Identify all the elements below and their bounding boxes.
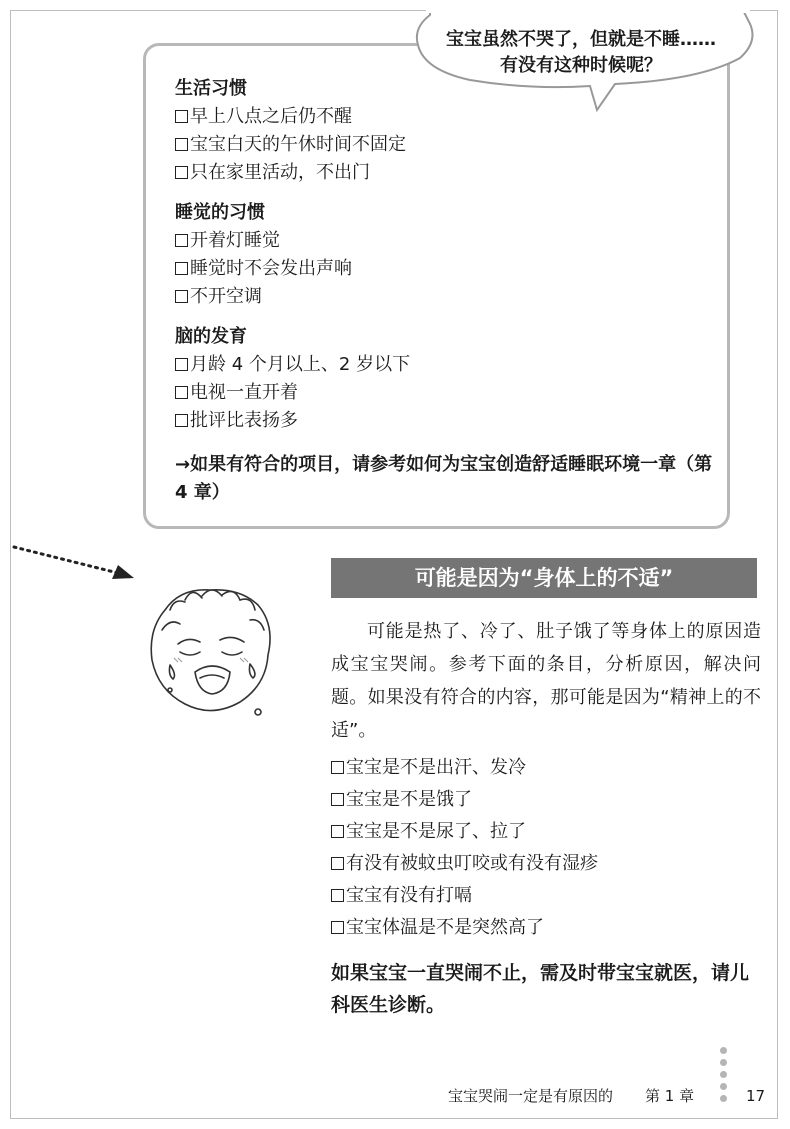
- checklist-item-label: 睡觉时不会发出声响: [190, 258, 352, 279]
- checklist-item-label: 宝宝是不是尿了、拉了: [346, 821, 526, 842]
- checklist-item: [175, 409, 298, 433]
- checklist-item-label: 电视一直开着: [190, 382, 298, 403]
- checklist-note: →如果有符合的项目，请参考如何为宝宝创造舒适睡眠环境一章（第 4 章）: [175, 454, 713, 503]
- checkbox-icon: [175, 386, 188, 399]
- checklist-item: [331, 787, 472, 813]
- warning-text: 如果宝宝一直哭闹不止，需及时带宝宝就医，请儿科医生诊断。: [331, 962, 750, 1016]
- decorative-dots-icon: [720, 1047, 728, 1107]
- checkbox-icon: [175, 290, 188, 303]
- dotted-arrow-icon: [0, 535, 150, 585]
- section-paragraph: 可能是热了、冷了、肚子饿了等身体上的原因造成宝宝哭闹。参考下面的条目，分析原因，解决问题。如果没有符合的内容，那可能是因为“精神上的不适”。: [331, 621, 761, 741]
- checklist-item: [331, 851, 598, 877]
- checklist-item-label: 宝宝是不是饿了: [346, 789, 472, 810]
- checklist-item: [175, 161, 370, 185]
- checkbox-icon: [175, 166, 188, 179]
- section-title-bar: 可能是因为“身体上的不适”: [331, 558, 757, 598]
- footer-chapter: 第 1 章: [645, 1087, 695, 1105]
- checkbox-icon: [175, 234, 188, 247]
- checklist-item-label: 批评比表扬多: [190, 410, 298, 431]
- checklist-item: [175, 105, 352, 129]
- checkbox-icon: [175, 110, 188, 123]
- heading-brain-development: 脑的发育: [175, 326, 247, 347]
- page-number: 17: [746, 1087, 766, 1105]
- checklist-item: [331, 819, 526, 845]
- checklist-item: [331, 915, 544, 941]
- checkbox-icon: [175, 262, 188, 275]
- checklist-item: [175, 257, 352, 281]
- heading-sleep-habits: 睡觉的习惯: [175, 202, 265, 223]
- checkbox-icon: [331, 761, 344, 774]
- checklist-item-label: 宝宝有没有打嗝: [346, 885, 472, 906]
- checklist-item-label: 宝宝白天的午休时间不固定: [190, 134, 406, 155]
- checkbox-icon: [331, 857, 344, 870]
- checklist-item-label: 早上八点之后仍不醒: [190, 106, 352, 127]
- checklist-item: [175, 381, 298, 405]
- checkbox-icon: [175, 414, 188, 427]
- checklist-item-label: 月龄 4 个月以上、2 岁以下: [190, 354, 411, 375]
- checkbox-icon: [175, 138, 188, 151]
- bubble-line-1: 宝宝虽然不哭了，但就是不睡……: [446, 29, 716, 50]
- checklist-item-label: 宝宝是不是出汗、发冷: [346, 757, 526, 778]
- checklist-item: [331, 755, 526, 781]
- checklist-item-label: 不开空调: [190, 286, 262, 307]
- checkbox-icon: [331, 825, 344, 838]
- bubble-text: [418, 27, 744, 79]
- footer-title: 宝宝哭闹一定是有原因的: [448, 1087, 614, 1105]
- checklist-item-label: 开着灯睡觉: [190, 230, 280, 251]
- checklist-item: [175, 133, 406, 157]
- checkbox-icon: [331, 793, 344, 806]
- checkbox-icon: [331, 889, 344, 902]
- crying-baby-illustration: [140, 580, 290, 730]
- checklist-item: [175, 229, 280, 253]
- checklist-item: [175, 285, 262, 309]
- checklist-item: [175, 353, 410, 377]
- checklist-item-label: 宝宝体温是不是突然高了: [346, 917, 544, 938]
- checklist-item-label: 有没有被蚊虫叮咬或有没有湿疹: [346, 853, 598, 874]
- checklist-item: [331, 883, 472, 909]
- checkbox-icon: [175, 358, 188, 371]
- checkbox-icon: [331, 921, 344, 934]
- heading-lifestyle: 生活习惯: [175, 78, 247, 99]
- bubble-line-2: 有没有这种时候呢？: [500, 55, 662, 76]
- checklist-item-label: 只在家里活动，不出门: [190, 162, 370, 183]
